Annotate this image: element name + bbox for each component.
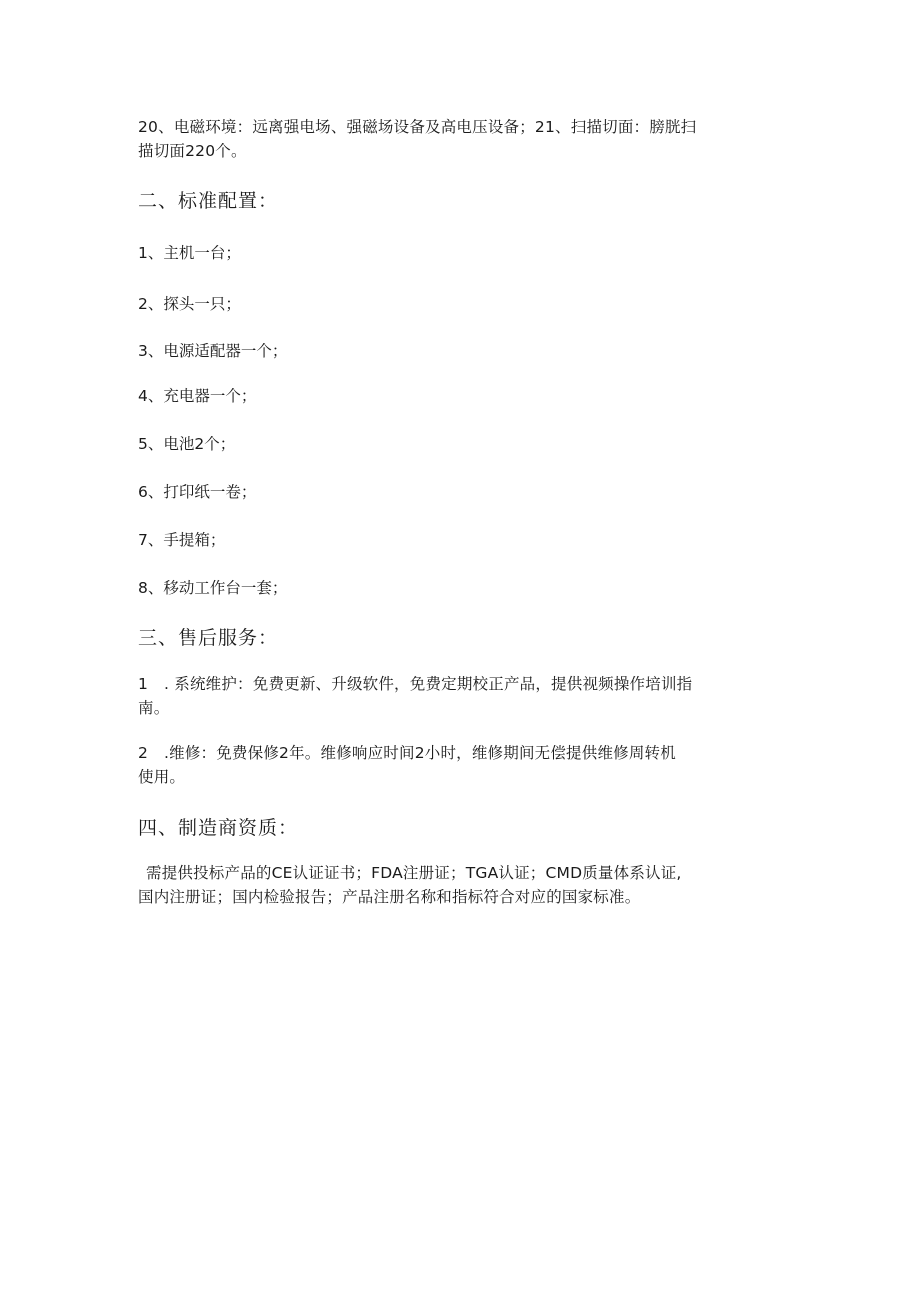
- qualification-line-1: 需提供投标产品的CE认证证书；FDA注册证；TGA认证；CMD质量体系认证,: [146, 864, 682, 882]
- config-item: 3、电源适配器一个；: [138, 342, 288, 360]
- section-after-sales-title: 三、售后服务：: [138, 627, 279, 649]
- intro-line-1: 20、电磁环境：远离强电场、强磁场设备及高电压设备；21、扫描切面：膀胱扫: [138, 118, 697, 136]
- section-manufacturer-qualification-title: 四、制造商资质：: [138, 817, 299, 839]
- qualification-line-2: 国内注册证；国内检验报告；产品注册名称和指标符合对应的国家标准。: [138, 888, 641, 906]
- service-item-2-line-1: [138, 742, 788, 765]
- config-item: 5、电池2个；: [138, 435, 236, 453]
- config-item: 6、打印纸一卷；: [138, 483, 257, 501]
- service-item-1-line-1: [138, 673, 788, 696]
- intro-line-2: 描切面220个。: [138, 142, 247, 160]
- config-item: 7、手提箱；: [138, 531, 226, 549]
- section-standard-config-title: 二、标准配置：: [138, 190, 279, 212]
- service-item-1-line-2: 南。: [138, 699, 170, 717]
- config-item: 8、移动工作台一套；: [138, 579, 288, 597]
- config-item: 1、主机一台；: [138, 244, 241, 262]
- service-item-text: . 系统维护：免费更新、升级软件，免费定期校正产品，提供视频操作培训指: [164, 675, 693, 693]
- service-item-number: 1: [138, 675, 149, 693]
- service-item-text: .维修：免费保修2年。维修响应时间2小时，维修期间无偿提供维修周转机: [164, 744, 676, 762]
- service-item-2-line-2: 使用。: [138, 768, 186, 786]
- service-item-number: 2: [138, 744, 149, 762]
- config-item: 2、探头一只；: [138, 295, 241, 313]
- config-item: 4、充电器一个；: [138, 387, 257, 405]
